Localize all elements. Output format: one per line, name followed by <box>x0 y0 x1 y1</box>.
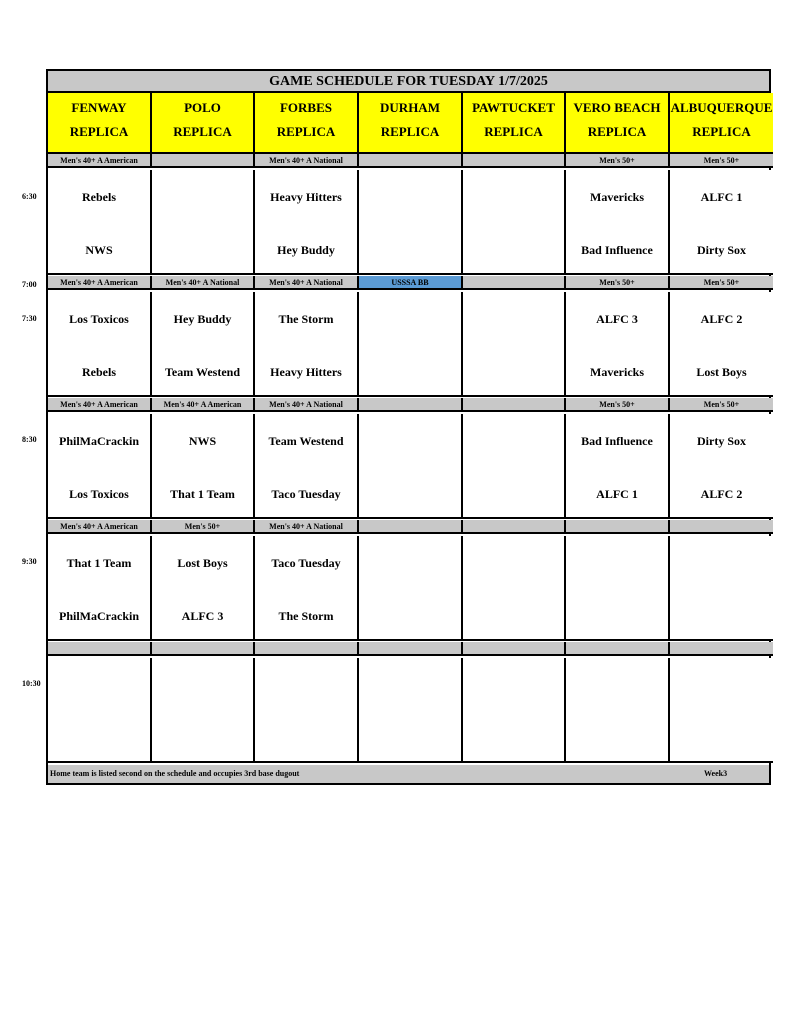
away-team: NWS <box>188 434 217 448</box>
game-cell <box>152 536 255 641</box>
division-label <box>463 642 566 656</box>
time-label: 10:30 <box>22 679 41 688</box>
home-team: Dirty Sox <box>697 243 746 257</box>
home-team: Team Westend <box>164 365 240 379</box>
field-name: FENWAY <box>71 100 127 115</box>
game-cell <box>359 536 463 641</box>
division-label: USSSA BB <box>359 276 463 290</box>
away-team: ALFC 1 <box>700 190 743 204</box>
division-label: Men's 40+ A National <box>255 520 359 534</box>
division-label <box>670 520 773 534</box>
field-subtitle: REPLICA <box>692 124 751 139</box>
division-label: Men's 40+ A American <box>152 398 255 412</box>
home-team: Hey Buddy <box>277 243 335 257</box>
game-cell <box>670 658 773 763</box>
footer-bar <box>48 765 769 783</box>
field-header <box>670 93 773 154</box>
away-team: Los Toxicos <box>69 312 129 326</box>
field-name: ALBUQUERQUE <box>670 100 773 115</box>
home-team: Rebels <box>82 365 116 379</box>
field-subtitle: REPLICA <box>380 124 440 139</box>
game-cell <box>255 292 359 397</box>
away-team: Lost Boys <box>177 556 228 570</box>
division-label: Men's 40+ A American <box>48 398 152 412</box>
field-name: POLO <box>184 100 221 115</box>
game-cell <box>255 414 359 519</box>
field-name: VERO BEACH <box>573 100 661 115</box>
division-label: Men's 40+ A National <box>152 276 255 290</box>
away-team: Heavy Hitters <box>270 190 342 204</box>
field-header <box>255 93 359 154</box>
division-label: Men's 40+ A National <box>255 398 359 412</box>
game-cell <box>152 658 255 763</box>
home-team: The Storm <box>278 609 334 623</box>
away-team: Team Westend <box>268 434 344 448</box>
home-team: Taco Tuesday <box>271 487 341 501</box>
game-cell <box>670 170 773 275</box>
division-label: Men's 50+ <box>566 398 670 412</box>
division-label: Men's 50+ <box>152 520 255 534</box>
division-label: Men's 50+ <box>566 154 670 168</box>
division-label: Men's 40+ A American <box>48 154 152 168</box>
field-subtitle: REPLICA <box>276 124 336 139</box>
game-cell <box>566 536 670 641</box>
home-team: PhilMaCrackin <box>59 609 139 623</box>
away-team: Mavericks <box>590 190 644 204</box>
schedule-title: GAME SCHEDULE FOR TUESDAY 1/7/2025 <box>48 71 769 93</box>
game-cell <box>670 414 773 519</box>
away-team: Hey Buddy <box>173 312 232 326</box>
game-cell <box>359 414 463 519</box>
field-subtitle: REPLICA <box>69 124 129 139</box>
away-team: The Storm <box>278 312 334 326</box>
division-label <box>463 276 566 290</box>
field-subtitle: REPLICA <box>587 124 647 139</box>
time-label: 6:30 <box>22 192 37 201</box>
away-team: ALFC 2 <box>700 312 743 326</box>
game-cell <box>48 170 152 275</box>
time-label: 7:00 <box>22 280 37 289</box>
division-label: Men's 50+ <box>670 154 773 168</box>
schedule-table <box>46 69 771 785</box>
division-label <box>152 642 255 656</box>
game-cell <box>48 414 152 519</box>
away-team: Dirty Sox <box>697 434 746 448</box>
field-header <box>463 93 566 154</box>
game-cell <box>48 292 152 397</box>
division-label: Men's 40+ A American <box>48 520 152 534</box>
game-cell <box>566 292 670 397</box>
field-header <box>152 93 255 154</box>
division-label <box>359 398 463 412</box>
field-header <box>566 93 670 154</box>
game-cell <box>48 658 152 763</box>
field-subtitle: REPLICA <box>484 124 543 139</box>
game-cell <box>359 170 463 275</box>
division-label <box>359 154 463 168</box>
field-header <box>48 93 152 154</box>
time-label: 7:30 <box>22 314 37 323</box>
division-label: Men's 50+ <box>670 398 773 412</box>
division-label <box>48 642 152 656</box>
division-label <box>255 642 359 656</box>
game-cell <box>463 170 566 275</box>
division-label: Men's 40+ A American <box>48 276 152 290</box>
division-label <box>359 642 463 656</box>
home-team: ALFC 2 <box>700 487 743 501</box>
game-cell <box>463 292 566 397</box>
game-cell <box>255 658 359 763</box>
division-label <box>566 642 670 656</box>
division-label <box>463 154 566 168</box>
field-name: DURHAM <box>380 100 440 115</box>
game-cell <box>463 658 566 763</box>
game-cell <box>670 536 773 641</box>
away-team: That 1 Team <box>66 556 132 570</box>
game-cell <box>152 292 255 397</box>
home-team: ALFC 3 <box>181 609 224 623</box>
division-label <box>152 154 255 168</box>
home-team: Los Toxicos <box>69 487 129 501</box>
game-cell <box>255 536 359 641</box>
division-label: Men's 40+ A National <box>255 154 359 168</box>
division-label <box>463 520 566 534</box>
home-team: Bad Influence <box>581 243 653 257</box>
game-cell <box>359 292 463 397</box>
division-label <box>359 520 463 534</box>
home-team: Lost Boys <box>696 365 747 379</box>
game-cell <box>255 170 359 275</box>
division-label: Men's 50+ <box>670 276 773 290</box>
division-label <box>463 398 566 412</box>
game-cell <box>566 414 670 519</box>
home-team: NWS <box>85 243 113 257</box>
field-header <box>359 93 463 154</box>
field-name: FORBES <box>279 100 332 115</box>
away-team: Rebels <box>82 190 116 204</box>
home-team: Heavy Hitters <box>270 365 342 379</box>
away-team: ALFC 3 <box>596 312 638 326</box>
division-label: Men's 50+ <box>566 276 670 290</box>
game-cell <box>152 170 255 275</box>
away-team: PhilMaCrackin <box>59 434 139 448</box>
game-cell <box>359 658 463 763</box>
game-cell <box>670 292 773 397</box>
home-team: That 1 Team <box>170 487 235 501</box>
division-label <box>566 520 670 534</box>
division-label: Men's 40+ A National <box>255 276 359 290</box>
footer-note: Home team is listed second on the schedule and occupies 3rd base dugout <box>50 769 300 778</box>
game-cell <box>152 414 255 519</box>
game-cell <box>463 414 566 519</box>
field-subtitle: REPLICA <box>173 124 232 139</box>
away-team: Bad Influence <box>581 434 653 448</box>
time-label: 9:30 <box>22 557 37 566</box>
home-team: Mavericks <box>590 365 644 379</box>
field-name: PAWTUCKET <box>472 100 555 115</box>
division-label <box>670 642 773 656</box>
away-team: Taco Tuesday <box>271 556 341 570</box>
game-cell <box>463 536 566 641</box>
time-label: 8:30 <box>22 435 37 444</box>
game-cell <box>48 536 152 641</box>
home-team: ALFC 1 <box>596 487 638 501</box>
game-cell <box>566 658 670 763</box>
game-cell <box>566 170 670 275</box>
week-label: Week3 <box>704 769 728 778</box>
